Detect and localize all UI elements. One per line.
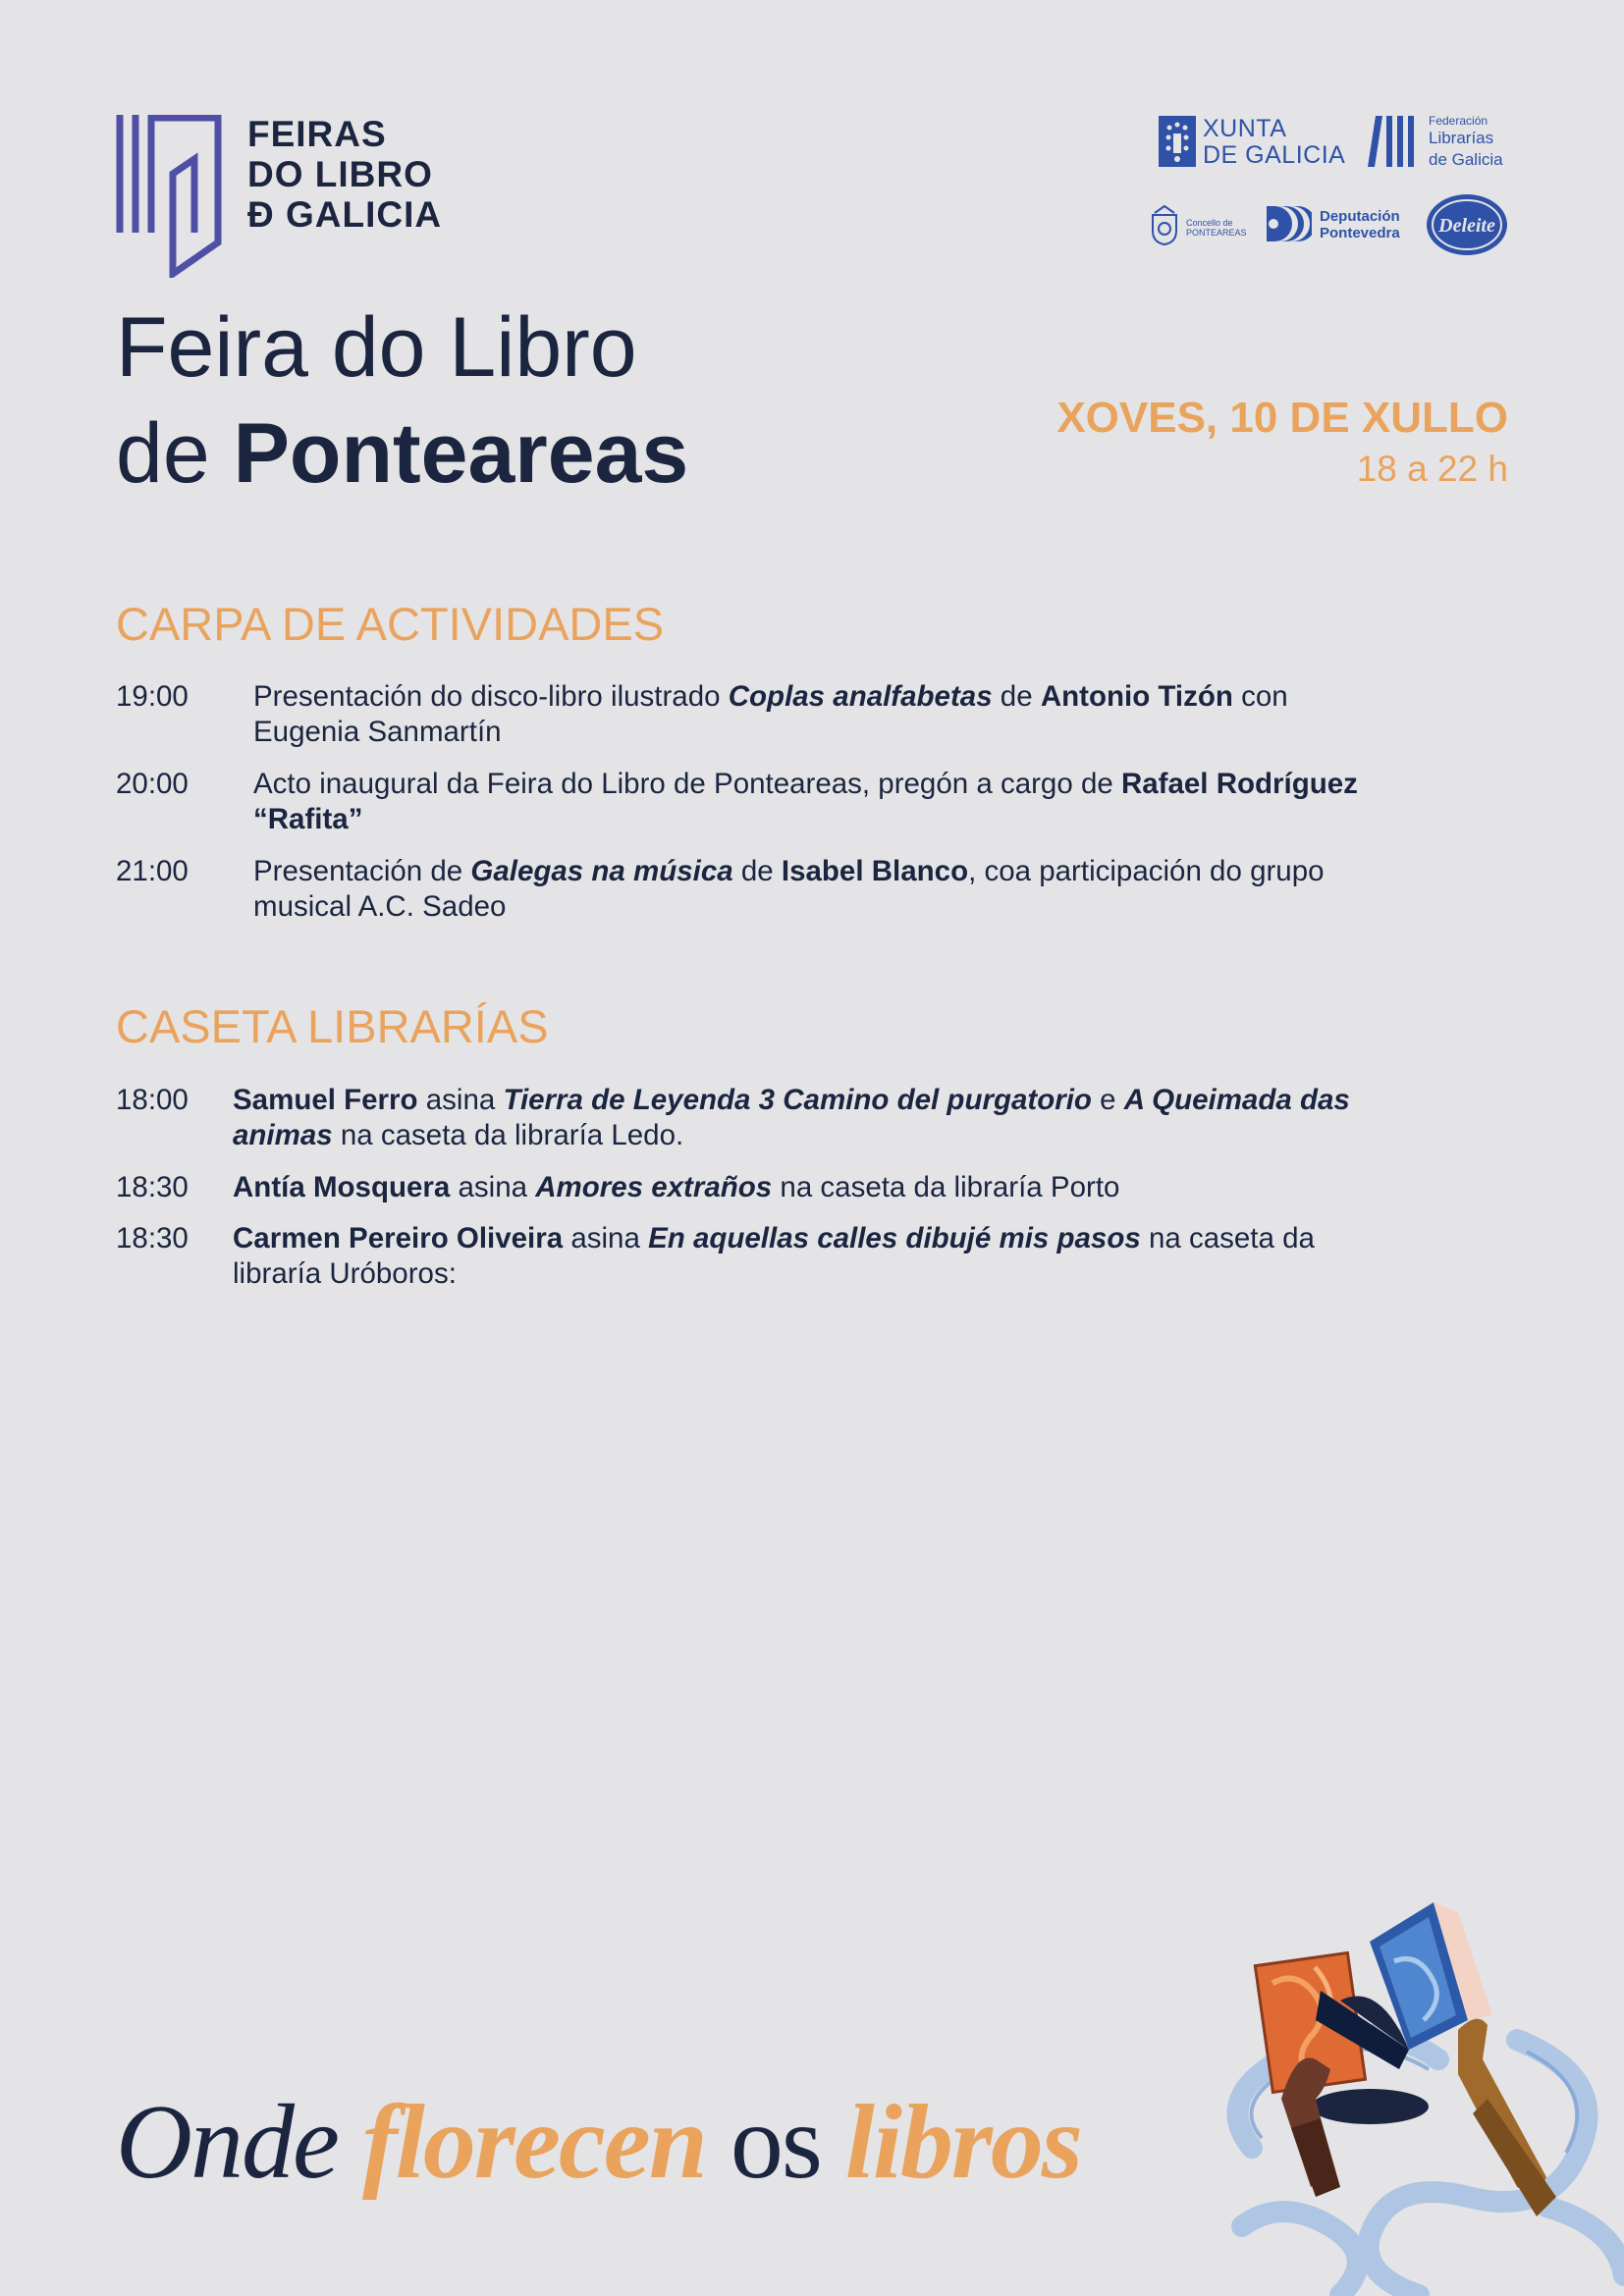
xunta-de-galicia-logo xyxy=(1203,116,1345,169)
event-hours: 18 a 22 h xyxy=(1356,449,1508,489)
book-title: Coplas analfabetas xyxy=(728,680,993,713)
book-title: En aquellas calles dibujé mis pasos xyxy=(648,1222,1141,1255)
schedule-time: 19:00 xyxy=(116,680,189,713)
book-title: Amores extraños xyxy=(535,1171,773,1203)
logo-wordmark xyxy=(247,114,442,235)
deputacion-icon xyxy=(1267,206,1312,241)
slogan-word-2: florecen xyxy=(361,2084,706,2201)
hands-holding-books-illustration xyxy=(1222,1902,1624,2296)
book-title: A Queimada das animas xyxy=(233,1084,1350,1151)
slogan-word-4: libros xyxy=(844,2084,1081,2201)
deputacion-line-2: Pontevedra xyxy=(1320,225,1400,241)
speaker-name: Rafael Rodríguez “Rafita” xyxy=(253,768,1358,835)
signing-item xyxy=(116,1170,1363,1205)
author-name: Antía Mosquera xyxy=(233,1171,451,1203)
federacion-line-3: de Galicia xyxy=(1429,150,1503,169)
schedule-time: 20:00 xyxy=(116,768,189,800)
signing-item xyxy=(116,1083,1363,1153)
signing-description: Carmen Pereiro Oliveira asina En aquellas calles dibujé mis pasos na caseta da libraría Uróboros: xyxy=(233,1222,1315,1290)
schedule-time: 18:30 xyxy=(116,1222,189,1255)
federacion-librarias-icon xyxy=(1368,116,1419,167)
slogan-word-1: Onde xyxy=(116,2084,362,2201)
schedule-description: Presentación do disco-libro ilustrado Coplas analfabetas de Antonio Tizón con Eugenia Sanmartín xyxy=(253,680,1288,748)
deputacion-pontevedra-logo xyxy=(1320,208,1400,241)
concello-ponteareas-logo xyxy=(1186,218,1247,238)
schedule-description: Presentación de Galegas na música de Isabel Blanco, coa participación do grupo musical A.C. Sadeo xyxy=(253,855,1325,923)
section-title-carpa: CARPA DE ACTIVIDADES xyxy=(116,598,665,650)
book-title: Tierra de Leyenda 3 Camino del purgatorio xyxy=(503,1084,1092,1116)
author-name: Antonio Tizón xyxy=(1040,680,1233,713)
author-name: Samuel Ferro xyxy=(233,1084,418,1116)
author-name: Isabel Blanco xyxy=(781,855,969,887)
slogan-word-3: os xyxy=(705,2084,845,2201)
concello-line-2: PONTEAREAS xyxy=(1186,228,1247,238)
section-title-caseta: CASETA LIBRARÍAS xyxy=(116,1000,549,1052)
signing-item xyxy=(116,1221,1363,1292)
schedule-time: 18:00 xyxy=(116,1084,189,1116)
page-title-line-1: Feira do Libro xyxy=(116,300,637,395)
schedule-item xyxy=(116,854,1363,925)
xunta-coat-of-arms-icon xyxy=(1159,116,1196,167)
xunta-line-2: DE GALICIA xyxy=(1203,141,1346,169)
page-title-line-2 xyxy=(116,402,688,506)
federacion-line-2: Librarías xyxy=(1429,129,1494,147)
deleite-badge-logo xyxy=(1426,193,1508,256)
schedule-time: 21:00 xyxy=(116,855,189,887)
deleite-label: Deleite xyxy=(1438,215,1495,237)
signing-description: Antía Mosquera asina Amores extraños na caseta da libraría Porto xyxy=(233,1171,1120,1203)
schedule-item xyxy=(116,679,1363,750)
federacion-librarias-logo xyxy=(1429,114,1503,171)
schedule-description: Acto inaugural da Feira do Libro de Ponteareas, pregón a cargo de Rafael Rodríguez “Rafita” xyxy=(253,768,1358,835)
feiras-do-libro-logo-icon xyxy=(116,115,224,278)
logo-line-1: FEIRAS xyxy=(247,114,387,154)
slogan xyxy=(116,2079,1081,2207)
signing-description: Samuel Ferro asina Tierra de Leyenda 3 Camino del purgatorio e A Queimada das animas na caseta da libraría Ledo. xyxy=(233,1084,1350,1151)
book-title: Galegas na música xyxy=(470,855,733,887)
xunta-line-1: XUNTA xyxy=(1203,115,1287,142)
event-date: XOVES, 10 DE XULLO xyxy=(1056,394,1508,442)
logo-line-2: DO LIBRO xyxy=(247,154,433,194)
federacion-line-1: Federación xyxy=(1429,114,1489,128)
author-name: Carmen Pereiro Oliveira xyxy=(233,1222,564,1255)
title-location: Ponteareas xyxy=(233,406,689,501)
deputacion-line-1: Deputación xyxy=(1320,208,1400,225)
concello-crest-icon xyxy=(1149,203,1180,246)
concello-line-1: Concello de xyxy=(1186,218,1233,228)
schedule-time: 18:30 xyxy=(116,1171,189,1203)
title-prefix: de xyxy=(116,406,234,501)
logo-line-3: Đ GALICIA xyxy=(247,194,443,235)
schedule-item xyxy=(116,767,1363,837)
